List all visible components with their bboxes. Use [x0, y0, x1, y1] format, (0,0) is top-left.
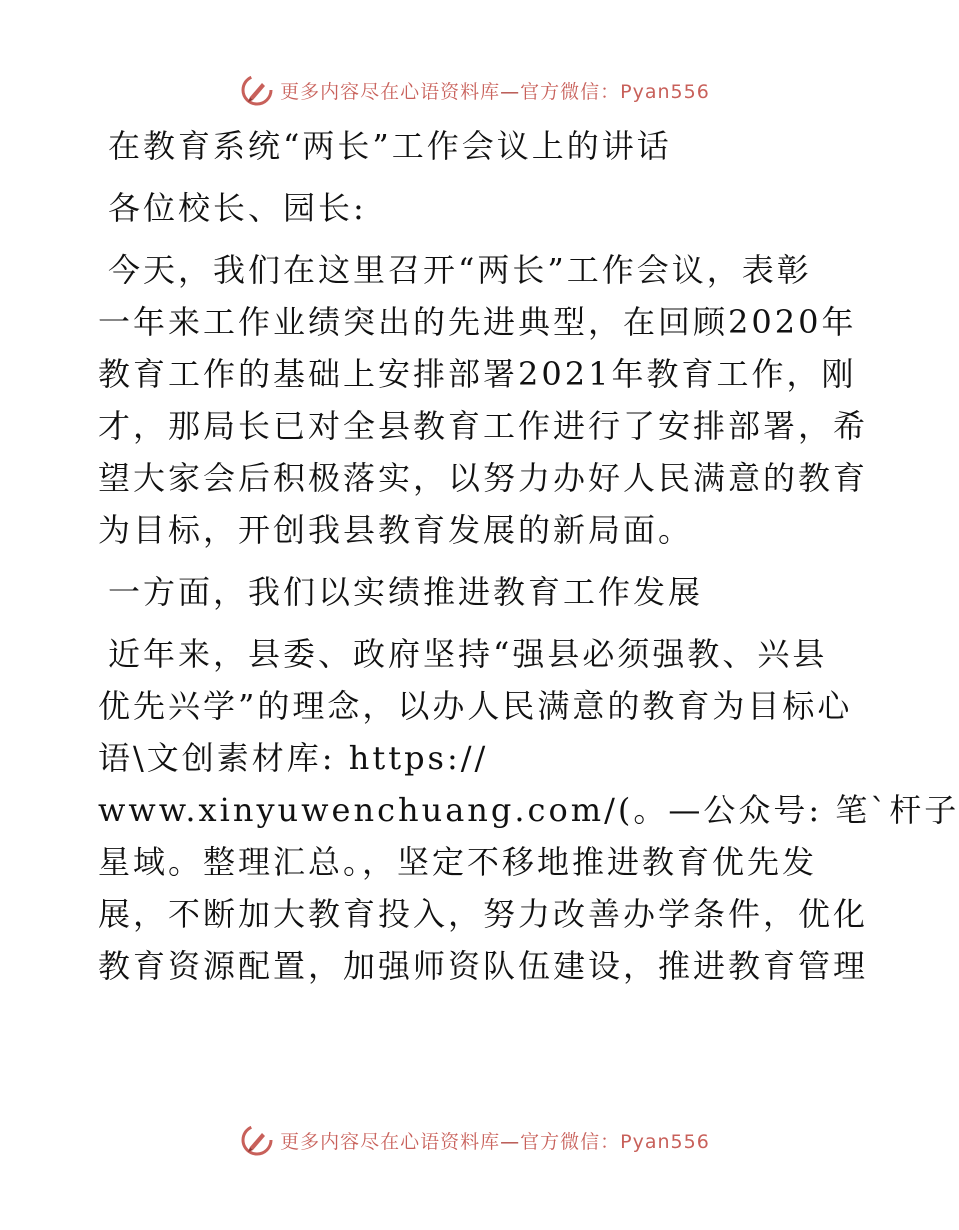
salutation: 各位校长、园长:: [108, 189, 367, 227]
paragraph-line: 才，那局长已对全县教育工作进行了安排部署，希: [98, 407, 869, 445]
paragraph-line: 近年来，县委、政府坚持“强县必须强教、兴县: [108, 635, 828, 673]
footer-watermark: [0, 1120, 950, 1160]
paragraph-line: 今天，我们在这里召开“两长”工作会议，表彰: [108, 251, 812, 289]
paragraph-line: 一年来工作业绩突出的先进典型，在回顾2020年: [98, 303, 857, 341]
watermark-brand: 更多内容尽在心语资料库: [280, 1130, 501, 1153]
pen-logo-icon: [240, 73, 274, 107]
paragraph-line: 望大家会后积极落实，以努力办好人民满意的教育: [98, 459, 869, 497]
paragraph-line: 为目标，开创我县教育发展的新局面。: [98, 511, 694, 549]
section-heading: 一方面，我们以实绩推进教育工作发展: [108, 573, 704, 611]
watermark-text: [280, 77, 710, 104]
pen-logo-icon: [240, 1123, 274, 1157]
header-watermark: [0, 70, 950, 110]
watermark-wechat: 官方微信：Pyan556: [520, 80, 710, 103]
paragraph-line: 语\文创素材库: https://: [98, 739, 489, 777]
paragraph-line: 展，不断加大教育投入，努力改善办学条件，优化: [98, 895, 869, 933]
watermark-wechat: 官方微信：Pyan556: [520, 1130, 710, 1153]
watermark-dash: —: [500, 1130, 521, 1153]
paragraph-line: 教育资源配置，加强师资队伍建设，推进教育管理: [98, 947, 869, 985]
watermark-dash: —: [500, 80, 521, 103]
paragraph-line: 星域。整理汇总。，坚定不移地推进教育优先发: [98, 843, 818, 881]
paragraph-line: 教育工作的基础上安排部署2021年教育工作，刚: [98, 355, 857, 393]
paragraph-line: www.xinyuwenchuang.com/(。—公众号: 笔`杆子: [98, 791, 959, 829]
paragraph-line: 优先兴学”的理念，以办人民满意的教育为目标心: [98, 687, 853, 725]
paragraph-2: [98, 628, 959, 992]
paragraph-1: [98, 244, 869, 556]
document-body: [98, 120, 959, 992]
watermark-brand: 更多内容尽在心语资料库: [280, 80, 501, 103]
watermark-text: [280, 1127, 710, 1154]
document-title: 在教育系统“两长”工作会议上的讲话: [108, 127, 672, 165]
